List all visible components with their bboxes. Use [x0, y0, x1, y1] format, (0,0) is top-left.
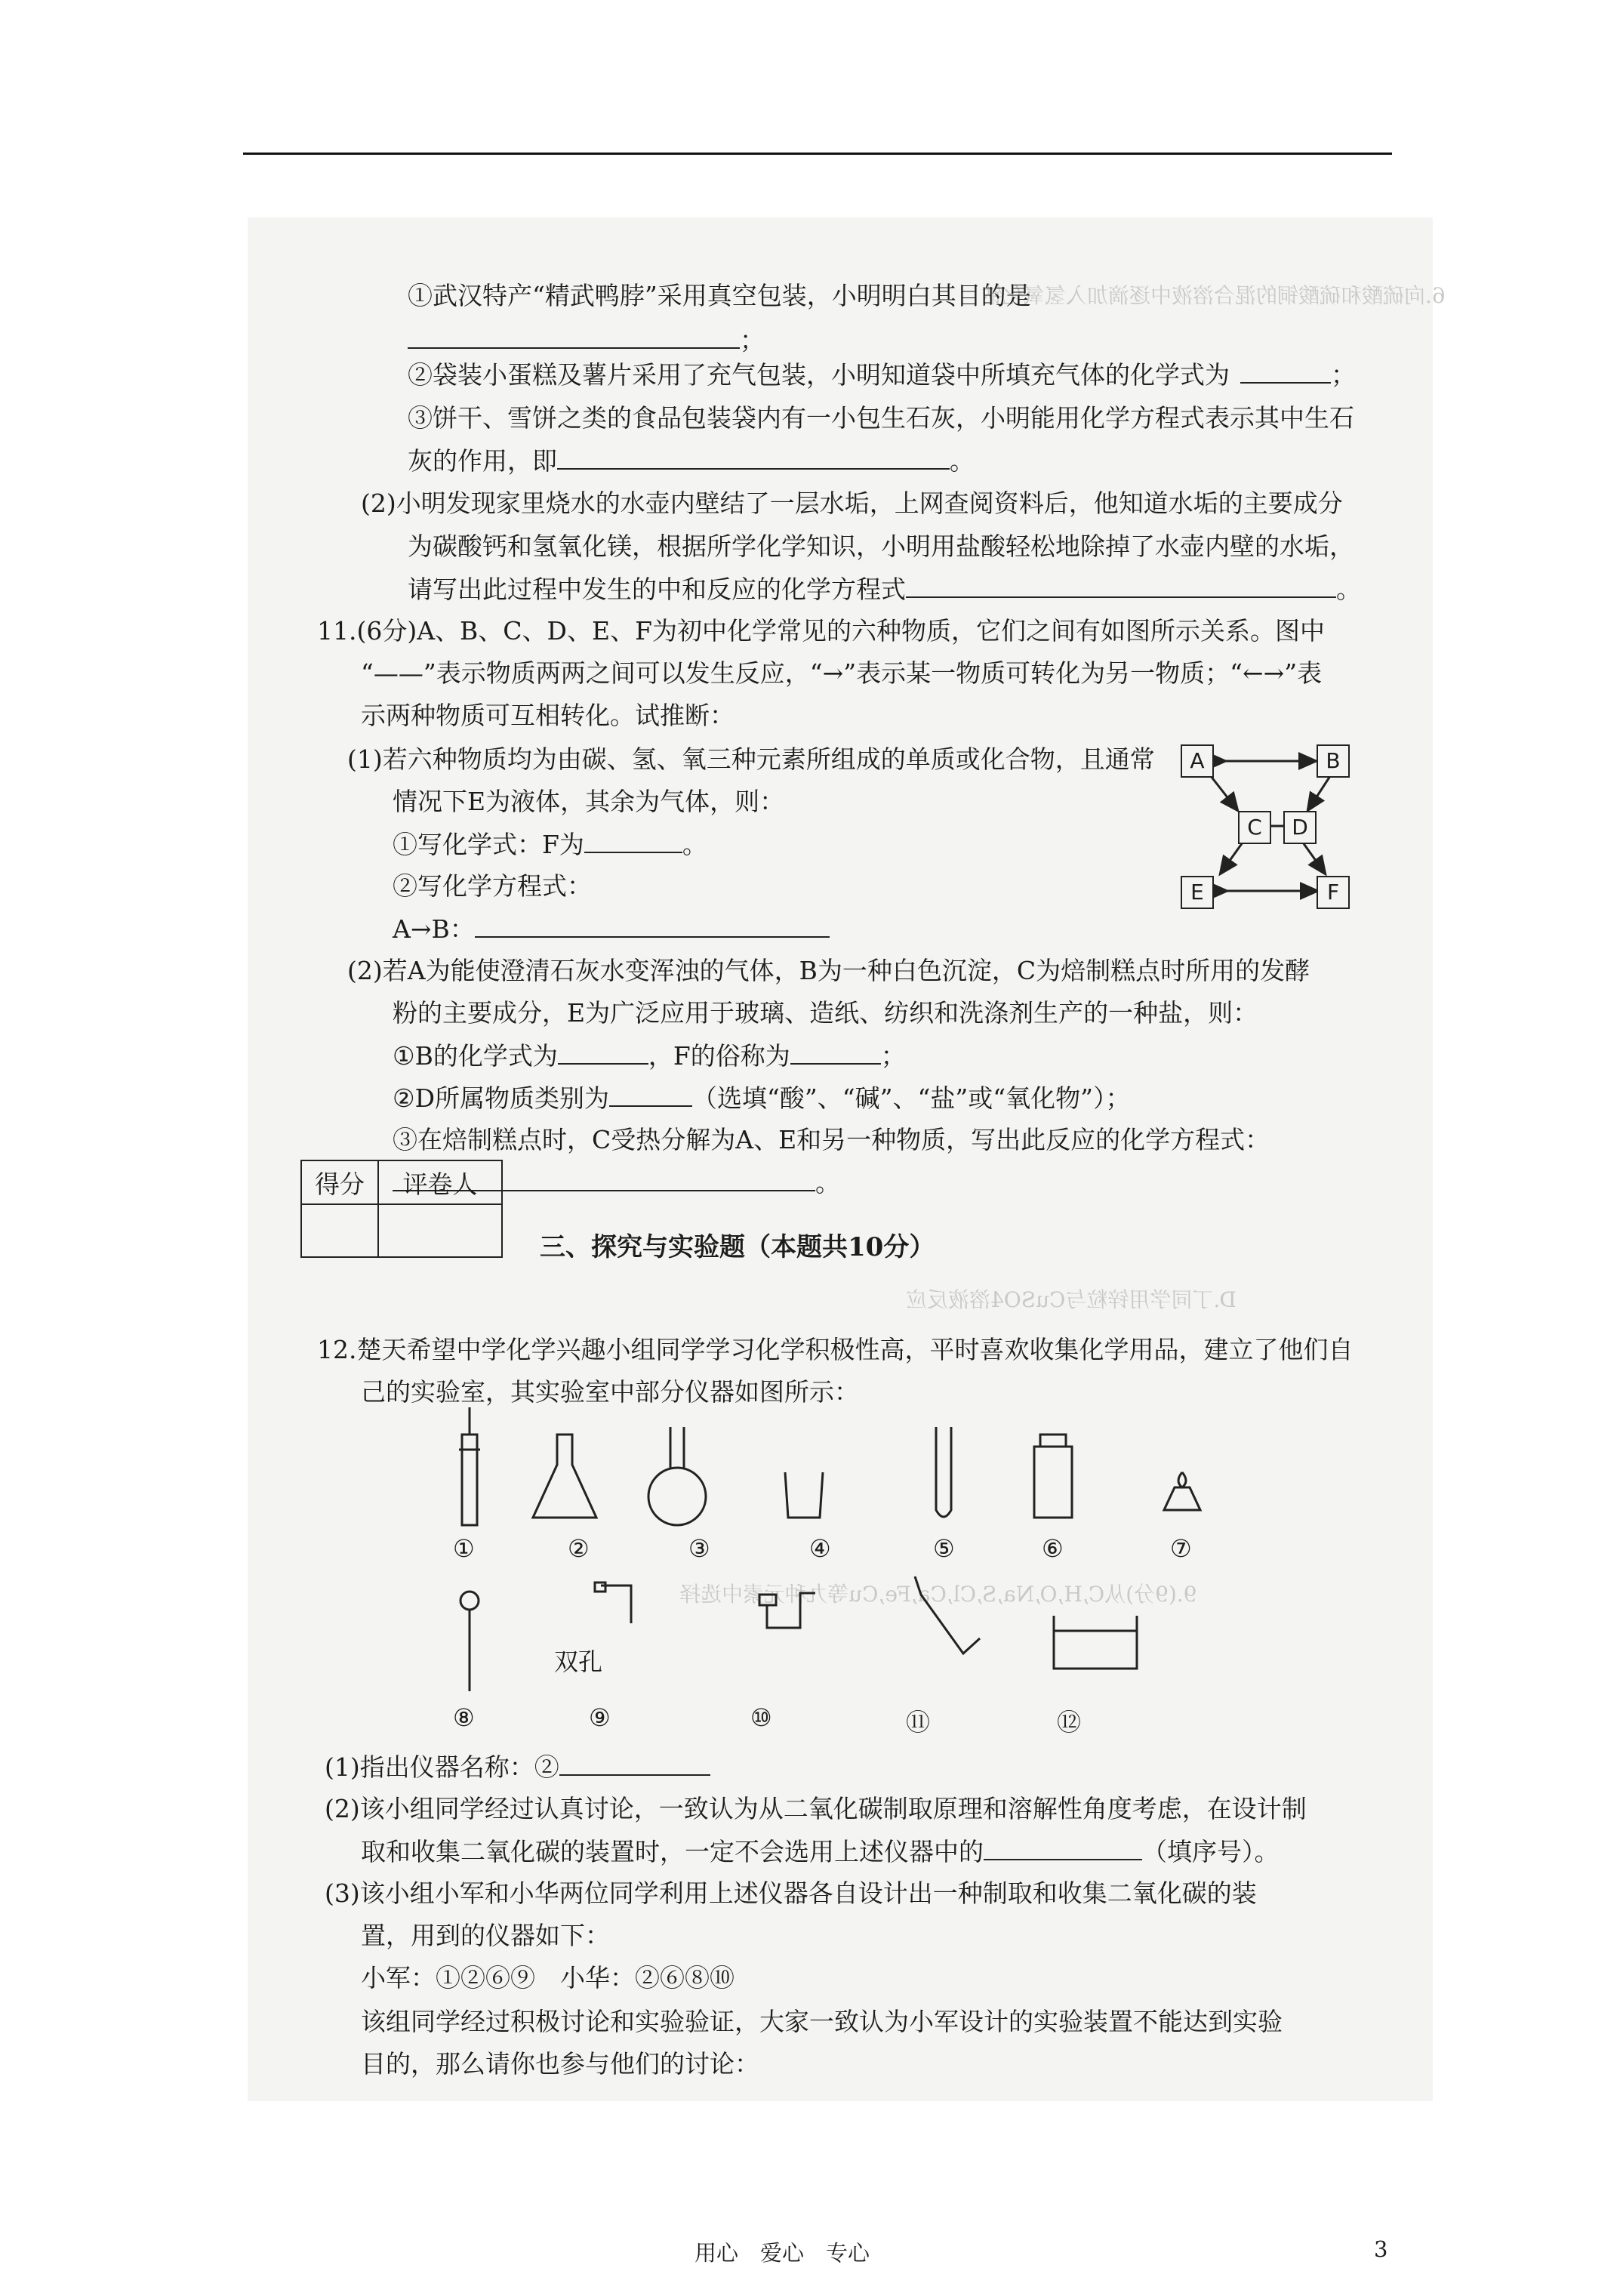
- q11-line-2: “——”表示物质两两之间可以发生反应，“→”表示某一物质可转化为另一物质；“←→”表: [361, 658, 1323, 688]
- separating-funnel-icon: [460, 1592, 479, 1691]
- arrow-d-f: [1303, 843, 1326, 874]
- q11-part2-line-4: ②D所属物质类别为 （选填“酸”、“碱”、“盐”或“氧化物”）；: [393, 1083, 1131, 1113]
- apparatus-label-7: ⑦: [1170, 1534, 1192, 1563]
- q10-line-4: 灰的作用，即 。: [408, 446, 975, 476]
- q11-part1-line-5: A→B：: [393, 914, 830, 945]
- apparatus-figure: [423, 1404, 1404, 1744]
- score-table: [300, 1160, 503, 1258]
- q10-line-2: ②袋装小蛋糕及薯片采用了充气包装，小明知道袋中所填充气体的化学式为 ；: [408, 360, 1356, 390]
- section-title: 三、探究与实验题（本题共10分）: [540, 1232, 935, 1262]
- score-cell[interactable]: [301, 1204, 378, 1257]
- page-number: 3: [1374, 2236, 1388, 2262]
- q11-part1-line-1: (1)若六种物质均为由碳、氢、氧三种元素所组成的单质或化合物，且通常: [347, 744, 1155, 774]
- bent-tube-icon: [759, 1593, 815, 1628]
- answer-blank[interactable]: [1240, 359, 1331, 384]
- apparatus-label-2: ②: [568, 1534, 590, 1563]
- apparatus-label-4: ④: [809, 1534, 831, 1563]
- round-flask-icon: [648, 1427, 706, 1525]
- alcohol-lamp-icon: [1164, 1472, 1200, 1510]
- node-b: B: [1317, 744, 1350, 778]
- reviewer-cell[interactable]: [378, 1204, 502, 1257]
- q11-line-1: 11.(6分)A、B、C、D、E、F为初中化学常见的六种物质，它们之间有如图所示关系。图中: [317, 616, 1326, 646]
- delivery-tube-icon: [915, 1576, 980, 1653]
- q10-line-3: ③饼干、雪饼之类的食品包装袋内有一小包生石灰，小明能用化学方程式表示其中生石: [408, 403, 1354, 433]
- answer-blank[interactable]: [558, 1040, 648, 1065]
- reviewer-header: 评卷人: [378, 1160, 502, 1204]
- q12-part3-line-2: 置，用到的仪器如下：: [361, 1921, 610, 1950]
- apparatus-label-3: ③: [688, 1534, 710, 1563]
- header-rule: [243, 153, 1392, 155]
- gas-jar-icon: [1034, 1435, 1072, 1518]
- q10-part2-line-3: 请写出此过程中发生的中和反应的化学方程式 。: [408, 575, 1361, 604]
- bleed-through: 9.(9分)从C,H,O,Na,S,Cl,Ca,Fe,Cu等九种元素中选择: [679, 1582, 1197, 1607]
- q11-part2-line-5: ③在焙制糕点时，C受热分解为A、E和另一种物质，写出此反应的化学方程式：: [393, 1125, 1270, 1154]
- answer-blank[interactable]: [475, 914, 830, 938]
- q12-part2-line-1: (2)该小组同学经过认真讨论，一致认为从二氧化碳制取原理和溶解性角度考虑，在设计制: [325, 1794, 1307, 1823]
- answer-blank[interactable]: [984, 1836, 1142, 1860]
- apparatus-label-1: ①: [453, 1534, 475, 1563]
- q10-part2-line-2: 为碳酸钙和氢氧化镁，根据所学化学知识，小明用盐酸轻松地除掉了水壶内壁的水垢，: [408, 532, 1354, 561]
- node-d: D: [1283, 811, 1317, 844]
- score-header: 得分: [301, 1160, 378, 1204]
- answer-blank[interactable]: [559, 1752, 710, 1776]
- bleed-through: 6.向硫酸和硫酸铜的混合溶液中逐滴加入氢氧化钠: [981, 283, 1446, 308]
- q12-part3-line-3: 小军：①②⑥⑨ 小华：②⑥⑧⑩: [361, 1963, 735, 1992]
- node-c: C: [1238, 811, 1271, 844]
- q10-line-1: ①武汉特产“精武鸭脖”采用真空包装，小明明白其目的是: [408, 281, 1031, 310]
- q12-part3-line-1: (3)该小组小军和小华两位同学利用上述仪器各自设计出一种制取和收集二氧化碳的装: [325, 1878, 1257, 1908]
- footer-motto: 用心 爱心 专心: [694, 2240, 870, 2266]
- answer-blank[interactable]: [557, 445, 950, 470]
- q12-part3-line-5: 目的，那么请你也参与他们的讨论：: [361, 2049, 759, 2079]
- q12-line-1: 12.楚天希望中学化学兴趣小组同学学习化学积极性高，平时喜欢收集化学用品，建立了他们自: [317, 1335, 1354, 1364]
- apparatus-label-6: ⑥: [1042, 1534, 1064, 1563]
- q11-part2-line-2: 粉的主要成分，E为广泛应用于玻璃、造纸、纺织和洗涤剂生产的一种盐，则：: [393, 998, 1258, 1028]
- arrow-c-e: [1220, 843, 1243, 874]
- arrow-a-c: [1211, 776, 1238, 811]
- node-a: A: [1181, 744, 1214, 778]
- water-trough-icon: [1054, 1616, 1137, 1669]
- q11-part2-line-6: 。: [393, 1167, 840, 1198]
- double-hole-stopper-icon: [595, 1583, 631, 1623]
- q12-line-2: 己的实验室，其实验室中部分仪器如图所示：: [361, 1377, 859, 1407]
- bleed-through: D.丁同学用锌粒与CuSO4溶液反应: [906, 1287, 1236, 1312]
- answer-blank[interactable]: [584, 829, 682, 853]
- beaker-icon: [785, 1472, 823, 1518]
- node-e: E: [1181, 876, 1214, 909]
- apparatus-label-10: ⑩: [750, 1703, 772, 1732]
- apparatus-label-8: ⑧: [453, 1703, 475, 1732]
- test-tube-icon: [936, 1427, 951, 1517]
- q11-part1-line-2: 情况下E为液体，其余为气体，则：: [393, 787, 785, 816]
- answer-blank[interactable]: [790, 1040, 881, 1065]
- apparatus-label-11: ⑪: [906, 1708, 931, 1737]
- long-neck-funnel-icon: [459, 1407, 480, 1525]
- node-f: F: [1317, 876, 1350, 909]
- answer-blank[interactable]: [609, 1083, 692, 1107]
- q10-line-1-blank: ；: [408, 325, 765, 356]
- q12-part1: (1)指出仪器名称：②: [325, 1752, 710, 1783]
- q11-part1-line-3: ①写化学式：F为 。: [393, 830, 707, 859]
- q10-part2-line-1: (2)小明发现家里烧水的水壶内壁结了一层水垢，上网查阅资料后，他知道水垢的主要成分: [361, 488, 1343, 518]
- apparatus-label-5: ⑤: [933, 1534, 955, 1563]
- q11-line-3: 示两种物质可互相转化。试推断：: [361, 701, 735, 730]
- q11-part2-line-3: ①B的化学式为 ，F的俗称为 ；: [393, 1041, 906, 1071]
- q12-part2-line-2: 取和收集二氧化碳的装置时，一定不会选用上述仪器中的 （填序号）。: [361, 1837, 1280, 1866]
- answer-blank[interactable]: [906, 574, 1336, 598]
- answer-blank[interactable]: [408, 325, 740, 349]
- apparatus-label-9: ⑨: [589, 1703, 611, 1732]
- q11-part1-line-4: ②写化学方程式：: [393, 871, 592, 901]
- arrow-b-d: [1307, 776, 1330, 811]
- conical-flask-icon: [533, 1435, 596, 1518]
- apparatus-label-12: ⑫: [1057, 1708, 1082, 1737]
- q12-part3-line-4: 该组同学经过积极讨论和实验验证，大家一致认为小军设计的实验装置不能达到实验: [361, 2007, 1283, 2036]
- q11-part2-line-1: (2)若A为能使澄清石灰水变浑浊的气体，B为一种白色沉淀，C为焙制糕点时所用的发酵: [347, 956, 1310, 985]
- apparatus-text-double-hole: 双孔: [554, 1647, 603, 1676]
